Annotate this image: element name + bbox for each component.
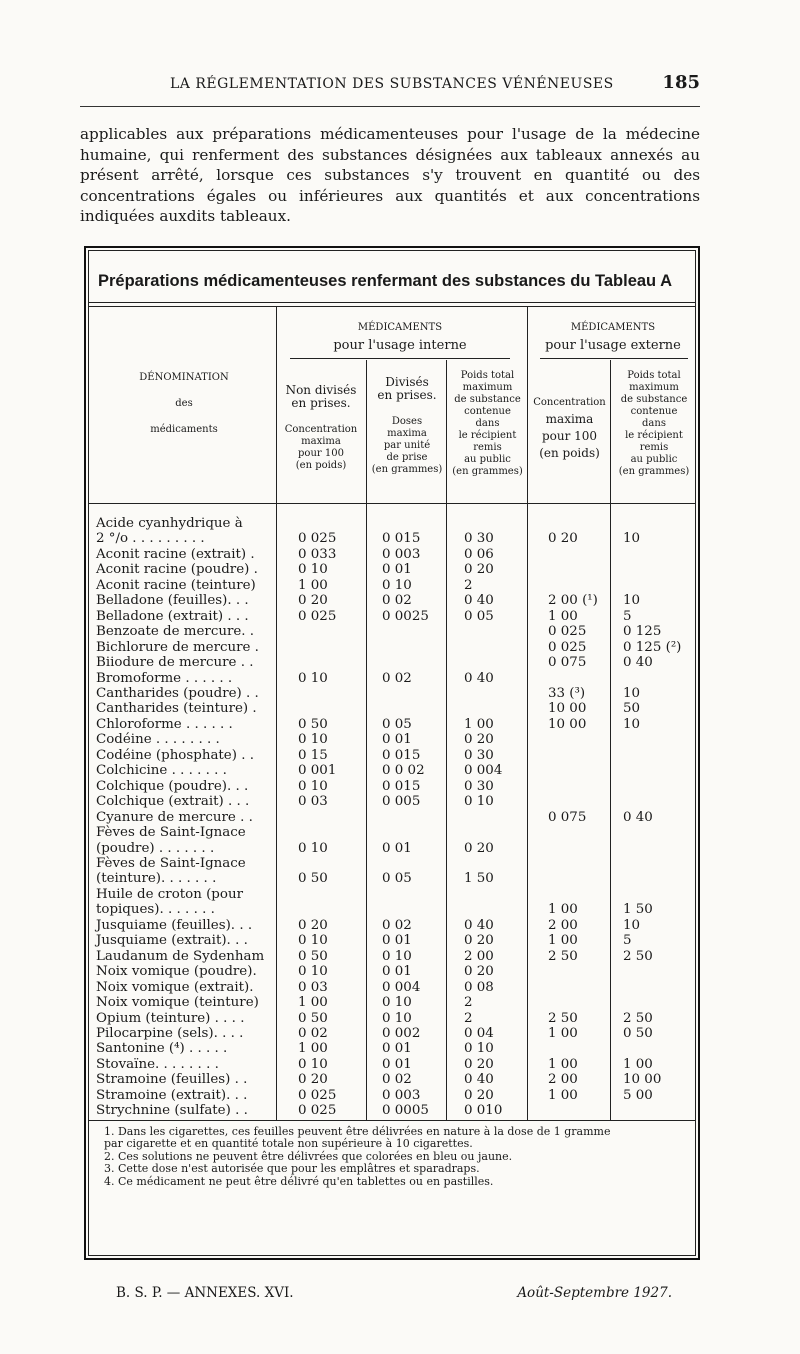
conc-interne-cell: 0 50: [298, 716, 328, 732]
table-row: [96, 609, 696, 624]
conc-interne-cell: 0 10: [298, 732, 328, 748]
table-row: [96, 794, 696, 809]
dose-max-cell: 0 015: [382, 531, 421, 547]
medicament-name: Colchicine . . . . . . .: [96, 763, 227, 779]
table-row: [96, 856, 696, 871]
conc-interne-cell: 0 50: [298, 871, 328, 887]
medicament-name: Cantharides (poudre) . .: [96, 685, 259, 701]
conc-interne-cell: 0 025: [298, 1087, 337, 1103]
table-row: [96, 686, 696, 701]
table-row: [96, 902, 696, 917]
conc-interne-cell: 0 033: [298, 546, 337, 562]
page-number: 185: [662, 72, 700, 93]
medicament-name: Aconit racine (teinture): [96, 577, 256, 593]
dose-max-cell: 0 01: [382, 732, 412, 748]
dose-max-cell: 0 01: [382, 562, 412, 578]
conc-externe-cell: 2 50: [548, 948, 578, 964]
poids-externe-cell: 2 50: [623, 948, 653, 964]
poids-externe-cell: 10: [623, 593, 641, 609]
conc-interne-cell: 0 03: [298, 979, 328, 995]
poids-interne-cell: 0 010: [464, 1103, 503, 1119]
intro-paragraph: applicables aux préparations médicamenteuses pour l'usage de la médecine humaine, qui renferment des substances désignées aux tableaux annexés au présent arrêté, lorsque ces substances s'y trouvent en quantité ou des concentrations égales ou inférieures aux quantités et aux concentrations indiquées auxdits tableaux.: [80, 125, 700, 226]
dose-max-cell: 0 05: [382, 871, 412, 887]
poids-interne-cell: 0 004: [464, 763, 503, 779]
header-group-externe: MÉDICAMENTS pour l'usage externe: [545, 322, 681, 353]
rule-under-header: [88, 503, 696, 504]
dose-max-cell: 0 003: [382, 546, 421, 562]
poids-interne-cell: 0 04: [464, 1025, 494, 1041]
dose-max-cell: 0 0025: [382, 608, 429, 624]
dose-max-cell: 0 01: [382, 1056, 412, 1072]
conc-interne-cell: 0 10: [298, 670, 328, 686]
conc-externe-cell: 0 075: [548, 655, 587, 671]
poids-interne-cell: 1 50: [464, 871, 494, 887]
poids-interne-cell: 0 20: [464, 732, 494, 748]
table-row: [96, 763, 696, 778]
medicament-name: Bichlorure de mercure .: [96, 639, 259, 655]
table-row: [96, 1103, 696, 1118]
footnotes: [104, 1126, 694, 1188]
dose-max-cell: 0 10: [382, 1010, 412, 1026]
medicament-name: Noix vomique (extrait).: [96, 979, 254, 995]
table-row: [96, 717, 696, 732]
poids-interne-cell: 2 00: [464, 948, 494, 964]
dose-max-cell: 0 02: [382, 917, 412, 933]
conc-interne-cell: 0 10: [298, 1056, 328, 1072]
running-title: LA RÉGLEMENTATION DES SUBSTANCES VÉNÉNEUSES: [170, 76, 614, 92]
table-row: [96, 1088, 696, 1103]
table-row: [96, 748, 696, 763]
dose-max-cell: 0 10: [382, 577, 412, 593]
table-row: [96, 671, 696, 686]
medicament-name: Fèves de Saint-Ignace: [96, 825, 246, 841]
poids-externe-cell: 0 125 (²): [623, 639, 682, 655]
dose-max-cell: 0 0 02: [382, 763, 425, 779]
table-row: [96, 779, 696, 794]
conc-interne-cell: 0 10: [298, 933, 328, 949]
footnote-4: 4. Ce médicament ne peut être délivré qu'en tablettes ou en pastilles.: [104, 1174, 494, 1188]
dose-max-cell: 0 015: [382, 778, 421, 794]
poids-externe-cell: 0 40: [623, 809, 653, 825]
dose-max-cell: 0 01: [382, 933, 412, 949]
poids-interne-cell: 2: [464, 1010, 473, 1026]
dose-max-cell: 0 05: [382, 716, 412, 732]
conc-externe-cell: 0 075: [548, 809, 587, 825]
header-doses-maxima: Doses maxima par unité de prise (en grammes): [371, 416, 443, 475]
medicament-name: Codéine . . . . . . . .: [96, 732, 220, 748]
dose-max-cell: 0 004: [382, 979, 421, 995]
conc-interne-cell: 0 50: [298, 948, 328, 964]
table-row: [96, 1011, 696, 1026]
conc-externe-cell: 1 00: [548, 608, 578, 624]
conc-externe-cell: 0 025: [548, 639, 587, 655]
table-row: [96, 1041, 696, 1056]
medicament-name: Colchique (poudre). . .: [96, 778, 249, 794]
conc-interne-cell: 0 03: [298, 794, 328, 810]
table-row: [96, 871, 696, 886]
rule-under-title: [88, 302, 696, 303]
table-row: [96, 933, 696, 948]
conc-externe-cell: 2 50: [548, 1010, 578, 1026]
conc-externe-cell: 1 00: [548, 1025, 578, 1041]
medicament-name: Acide cyanhydrique à: [96, 516, 243, 531]
poids-interne-cell: 0 08: [464, 979, 494, 995]
conc-interne-cell: 0 02: [298, 1025, 328, 1041]
poids-externe-cell: 10: [623, 917, 641, 933]
table-row: [96, 1057, 696, 1072]
table-row: [96, 531, 696, 546]
conc-externe-cell: 2 00: [548, 917, 578, 933]
medicament-name: Stovaïne. . . . . . . .: [96, 1056, 219, 1072]
conc-interne-cell: 1 00: [298, 577, 328, 593]
conc-interne-cell: 0 001: [298, 763, 337, 779]
poids-externe-cell: 0 40: [623, 655, 653, 671]
poids-interne-cell: 0 30: [464, 778, 494, 794]
footnote-1-cont: par cigarette et en quantité totale non supérieure à 10 cigarettes.: [104, 1137, 473, 1151]
poids-interne-cell: 2: [464, 995, 473, 1011]
medicament-name: Belladone (extrait) . . .: [96, 608, 249, 624]
table-row: [96, 516, 696, 531]
poids-externe-cell: 5 00: [623, 1087, 653, 1103]
table-row: [96, 887, 696, 902]
dose-max-cell: 0 01: [382, 964, 412, 980]
table-row: [96, 980, 696, 995]
conc-externe-cell: 1 00: [548, 902, 578, 918]
medicament-name: (poudre) . . . . . . .: [96, 840, 215, 856]
table-row: [96, 949, 696, 964]
table-row: [96, 640, 696, 655]
table-row: [96, 547, 696, 562]
header-divises: Divisés en prises.: [377, 375, 437, 402]
rule-under-title-2: [88, 306, 696, 307]
table-row: [96, 593, 696, 608]
poids-externe-cell: 1 00: [623, 1056, 653, 1072]
table-row: [96, 562, 696, 577]
conc-interne-cell: 0 025: [298, 608, 337, 624]
dose-max-cell: 0 02: [382, 1072, 412, 1088]
conc-interne-cell: 1 00: [298, 1041, 328, 1057]
conc-interne-cell: 0 10: [298, 778, 328, 794]
footnote-1: 1. Dans les cigarettes, ces feuilles peuvent être délivrées en nature à la dose de 1 gramme: [104, 1125, 611, 1138]
poids-interne-cell: 0 10: [464, 794, 494, 810]
medicament-name: Jusquiame (extrait). . .: [96, 933, 248, 949]
poids-externe-cell: 2 50: [623, 1010, 653, 1026]
medicament-name: Aconit racine (extrait) .: [96, 546, 255, 562]
dose-max-cell: 0 10: [382, 995, 412, 1011]
conc-externe-cell: 2 00 (¹): [548, 593, 598, 609]
medicament-name: Pilocarpine (sels). . . .: [96, 1025, 244, 1041]
table-row: [96, 701, 696, 716]
poids-interne-cell: 0 40: [464, 917, 494, 933]
poids-externe-cell: 10: [623, 716, 641, 732]
medicament-name: Codéine (phosphate) . .: [96, 747, 254, 763]
dose-max-cell: 0 0005: [382, 1103, 429, 1119]
poids-externe-cell: 50: [623, 701, 641, 717]
medicament-name: Fèves de Saint-Ignace: [96, 855, 246, 871]
conc-interne-cell: 0 025: [298, 531, 337, 547]
poids-interne-cell: 0 20: [464, 1056, 494, 1072]
poids-interne-cell: 2: [464, 577, 473, 593]
conc-interne-cell: 0 20: [298, 593, 328, 609]
footer-source: B. S. P. — ANNEXES. XVI.: [116, 1285, 294, 1301]
table-row: [96, 1072, 696, 1087]
poids-interne-cell: 0 20: [464, 933, 494, 949]
poids-externe-cell: 10 00: [623, 1072, 662, 1088]
table-row: [96, 1026, 696, 1041]
conc-externe-cell: 0 025: [548, 624, 587, 640]
footnote-2: 2. Ces solutions ne peuvent être délivrées que colorées en bleu ou jaune.: [104, 1149, 513, 1163]
medicament-name: Stramoine (feuilles) . .: [96, 1072, 248, 1088]
poids-externe-cell: 5: [623, 608, 632, 624]
poids-interne-cell: 0 40: [464, 593, 494, 609]
poids-interne-cell: 0 10: [464, 1041, 494, 1057]
conc-interne-cell: 0 20: [298, 1072, 328, 1088]
poids-interne-cell: 0 20: [464, 964, 494, 980]
medicament-name: Biiodure de mercure . .: [96, 655, 254, 671]
medicament-name: Bromoforme . . . . . .: [96, 670, 233, 686]
header-non-divises: Non divisés en prises.: [285, 383, 357, 410]
medicament-name: (teinture). . . . . . .: [96, 871, 217, 887]
table-row: [96, 624, 696, 639]
medicament-name: Chloroforme . . . . . .: [96, 716, 233, 732]
medicament-name: Noix vomique (teinture): [96, 995, 259, 1011]
conc-interne-cell: 0 10: [298, 840, 328, 856]
medicament-name: Cyanure de mercure . .: [96, 809, 253, 825]
dose-max-cell: 0 02: [382, 670, 412, 686]
poids-interne-cell: 0 40: [464, 670, 494, 686]
footnote-3: 3. Cette dose n'est autorisée que pour les emplâtres et sparadraps.: [104, 1162, 480, 1176]
poids-interne-cell: 0 06: [464, 546, 494, 562]
conc-interne-cell: 1 00: [298, 995, 328, 1011]
table-row: [96, 918, 696, 933]
conc-externe-cell: 0 20: [548, 531, 578, 547]
conc-externe-cell: 10 00: [548, 716, 587, 732]
medicament-name: Belladone (feuilles). . .: [96, 593, 249, 609]
footer-date: Août-Septembre 1927.: [517, 1285, 672, 1301]
poids-externe-cell: 10: [623, 531, 641, 547]
medicament-name: Colchique (extrait) . . .: [96, 794, 250, 810]
dose-max-cell: 0 003: [382, 1087, 421, 1103]
header-poids-interne: Poids total maximum de substance contenue dans le récipient remis au public (en grammes): [452, 370, 523, 477]
conc-externe-cell: 1 00: [548, 1087, 578, 1103]
header-poids-externe: Poids total maximum de substance contenue dans le récipient remis au public (en grammes): [618, 370, 690, 477]
dose-max-cell: 0 015: [382, 747, 421, 763]
conc-externe-cell: 2 00: [548, 1072, 578, 1088]
rule-above-footnotes: [88, 1120, 696, 1121]
header-rule: [80, 106, 700, 107]
poids-externe-cell: 10: [623, 685, 641, 701]
conc-externe-cell: 10 00: [548, 701, 587, 717]
poids-interne-cell: 1 00: [464, 716, 494, 732]
poids-interne-cell: 0 20: [464, 1087, 494, 1103]
table-row: [96, 810, 696, 825]
table-row: [96, 995, 696, 1010]
running-head: [80, 72, 700, 96]
table-body: [96, 516, 696, 1119]
medicament-name: Aconit racine (poudre) .: [96, 562, 258, 578]
conc-externe-cell: 1 00: [548, 933, 578, 949]
medicament-name: Opium (teinture) . . . .: [96, 1010, 245, 1026]
medicament-name: Huile de croton (pour: [96, 886, 243, 902]
medicament-name: Stramoine (extrait). . .: [96, 1087, 248, 1103]
table-row: [96, 841, 696, 856]
poids-externe-cell: 0 50: [623, 1025, 653, 1041]
brace-interne: [290, 358, 510, 359]
conc-externe-cell: 1 00: [548, 1056, 578, 1072]
poids-interne-cell: 0 20: [464, 562, 494, 578]
medicament-name: 2 °/o . . . . . . . . .: [96, 531, 205, 547]
table-title: Préparations médicamenteuses renfermant des substances du Tableau A: [98, 272, 673, 290]
table-row: [96, 578, 696, 593]
brace-externe: [540, 358, 688, 359]
medicament-name: Laudanum de Sydenham: [96, 948, 265, 964]
header-group-interne: MÉDICAMENTS pour l'usage interne: [333, 322, 467, 353]
dose-max-cell: 0 002: [382, 1025, 421, 1041]
conc-interne-cell: 0 025: [298, 1103, 337, 1119]
medicament-name: Cantharides (teinture) .: [96, 701, 257, 717]
page-footer: [80, 1285, 700, 1307]
conc-interne-cell: 0 10: [298, 964, 328, 980]
medicament-name: Santonine (⁴) . . . . .: [96, 1041, 228, 1057]
medicament-name: Jusquiame (feuilles). . .: [96, 917, 253, 933]
medicament-name: Noix vomique (poudre).: [96, 964, 257, 980]
poids-interne-cell: 0 05: [464, 608, 494, 624]
poids-interne-cell: 0 40: [464, 1072, 494, 1088]
poids-externe-cell: 5: [623, 933, 632, 949]
header-denomination: DÉNOMINATION des médicaments: [139, 372, 229, 435]
header-concentration-interne: Concentration maxima pour 100 (en poids): [284, 424, 358, 471]
conc-interne-cell: 0 50: [298, 1010, 328, 1026]
header-concentration-externe: Concentration maxima pour 100 (en poids): [533, 397, 606, 460]
poids-interne-cell: 0 30: [464, 531, 494, 547]
poids-externe-cell: 1 50: [623, 902, 653, 918]
conc-interne-cell: 0 20: [298, 917, 328, 933]
table-row: [96, 732, 696, 747]
conc-externe-cell: 33 (³): [548, 685, 586, 701]
dose-max-cell: 0 02: [382, 593, 412, 609]
poids-interne-cell: 0 20: [464, 840, 494, 856]
table-row: [96, 655, 696, 670]
table-row: [96, 964, 696, 979]
poids-interne-cell: 0 30: [464, 747, 494, 763]
dose-max-cell: 0 01: [382, 840, 412, 856]
medicament-name: topiques). . . . . . .: [96, 902, 215, 918]
dose-max-cell: 0 10: [382, 948, 412, 964]
medicament-name: Benzoate de mercure. .: [96, 624, 255, 640]
dose-max-cell: 0 01: [382, 1041, 412, 1057]
conc-interne-cell: 0 10: [298, 562, 328, 578]
dose-max-cell: 0 005: [382, 794, 421, 810]
table-row: [96, 825, 696, 840]
poids-externe-cell: 0 125: [623, 624, 662, 640]
conc-interne-cell: 0 15: [298, 747, 328, 763]
medicament-name: Strychnine (sulfate) . .: [96, 1103, 248, 1119]
